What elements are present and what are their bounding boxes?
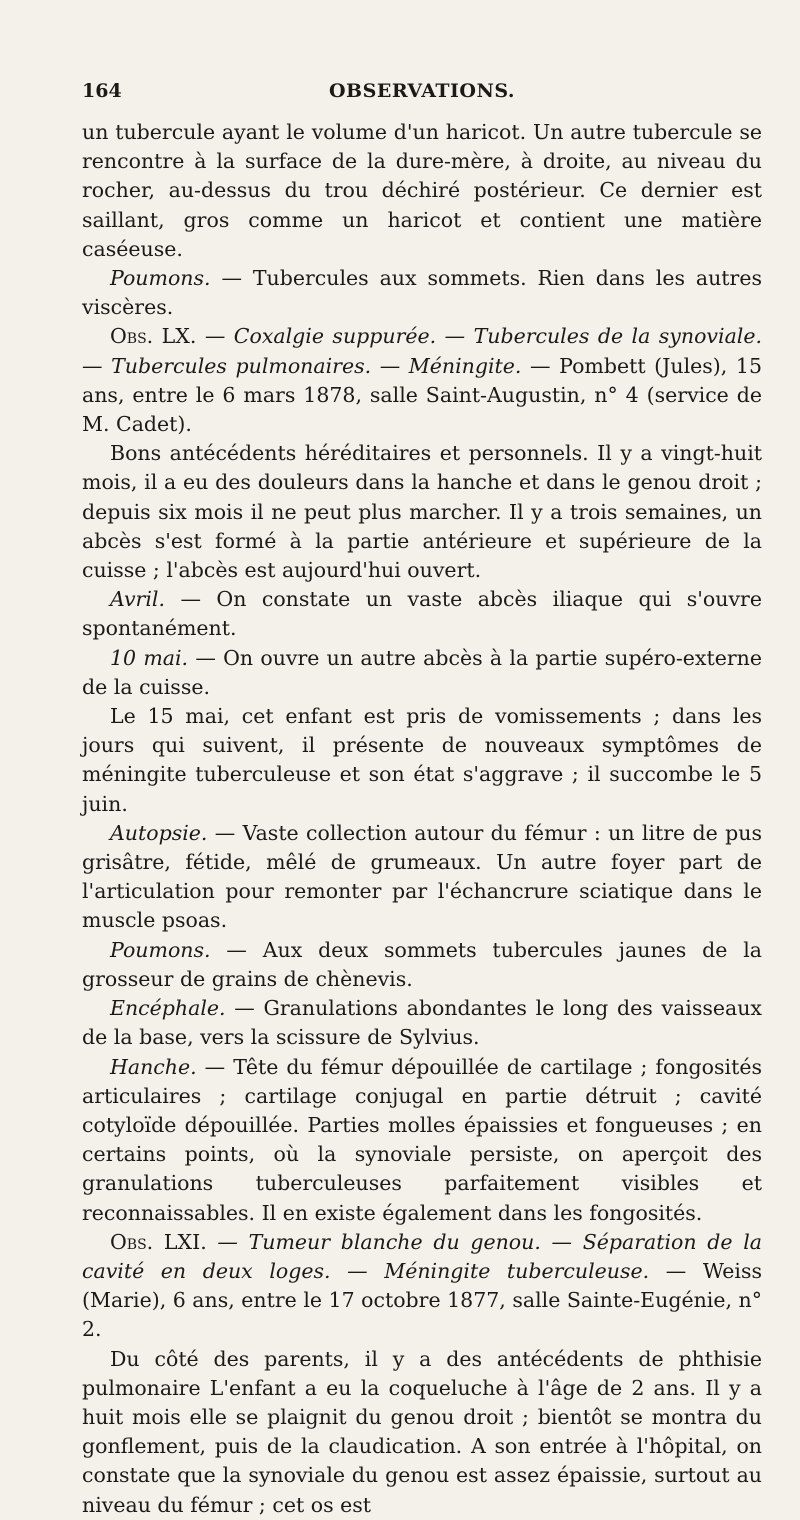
section-lead: 10 mai. [110, 645, 189, 670]
section-lead: Encéphale. [110, 996, 226, 1021]
paragraph-15-mai [82, 702, 762, 819]
observation-title: — Coxalgie suppurée. — Tubercules de la synoviale. — Tubercules pulmonaires. — Méningite. [82, 324, 762, 378]
paragraph-text: Bons antécédents héréditaires et personnels. Il y a vingt-huit mois, il a eu des douleurs dans la hanche et dans le genou droit ; depuis six mois il ne peut plus marcher. Il y a trois semaines, un abcès s'est formé à la partie antérieure et supérieure de la cuisse ; l'abcès est aujourd'hui ouvert. [82, 441, 762, 583]
observation-title: — Tumeur blanche du genou. — Séparation de la cavité en deux loges. — Méningite tuberculeuse. [82, 1229, 762, 1283]
paragraph-parents [82, 1345, 762, 1520]
page-body [82, 118, 762, 1520]
observation-heading-lx [82, 322, 762, 439]
paragraph-poumons-2 [82, 936, 762, 994]
paragraph-text: Du côté des parents, il y a des antécédents de phthisie pulmonaire L'enfant a eu la coqueluche à l'âge de 2 ans. Il y a huit mois elle se plaignit du genou droit ; bientôt se montra du gonflement, puis de la claudication. A son entrée à l'hôpital, on constate que la synoviale du genou est assez épaissie, surtout au niveau du fémur ; cet os est [82, 1346, 762, 1517]
page-header [82, 80, 762, 106]
paragraph-text: — Weiss (Marie), 6 ans, entre le 17 octobre 1877, salle Sainte-Eugénie, n° 2. [82, 1258, 762, 1342]
paragraph-text: — Vaste collection autour du fémur : un litre de pus grisâtre, fétide, mêlé de grumeaux. Un autre foyer part de l'articulation pour remonter par l'échancrure sciatique dans le muscle psoas. [82, 820, 762, 933]
paragraph-hanche [82, 1053, 762, 1228]
paragraph-encephale [82, 994, 762, 1052]
paragraph-text: — Tubercules aux sommets. Rien dans les autres viscères. [82, 266, 762, 320]
paragraph-text: — Aux deux sommets tubercules jaunes de la grosseur de grains de chènevis. [82, 937, 762, 991]
paragraph-text: — Pombett (Jules), 15 ans, entre le 6 mars 1878, salle Saint-Augustin, n° 4 (service de M. Cadet). [82, 353, 762, 437]
section-lead: Poumons. [110, 266, 211, 291]
observation-number: Obs. LXI. [110, 1229, 207, 1254]
paragraph-text: — Granulations abondantes le long des vaisseaux de la base, vers la scissure de Sylvius. [82, 996, 762, 1050]
page-number: 164 [82, 80, 122, 102]
section-lead: Hanche. [110, 1054, 197, 1079]
paragraph-text: — On constate un vaste abcès iliaque qui s'ouvre spontanément. [82, 587, 762, 641]
running-title: OBSERVATIONS. [329, 80, 515, 102]
paragraph-avril [82, 585, 762, 643]
paragraph-10-mai [82, 644, 762, 702]
section-lead: Poumons. [110, 937, 211, 962]
section-lead: Autopsie. [110, 820, 208, 845]
paragraph-antecedents [82, 439, 762, 585]
observation-number: Obs. LX. [110, 324, 197, 349]
paragraph-continuation [82, 118, 762, 264]
section-lead: Avril. [110, 587, 165, 612]
paragraph-autopsie [82, 819, 762, 936]
paragraph-text: Le 15 mai, cet enfant est pris de vomissements ; dans les jours qui suivent, il présente de nouveaux symptômes de méningite tuberculeuse et son état s'aggrave ; il succombe le 5 juin. [82, 704, 762, 816]
paragraph-text: — Tête du fémur dépouillée de cartilage ; fongosités articulaires ; cartilage conjugal en partie détruit ; cavité cotyloïde dépouillée. Parties molles épaissies et fongueuses ; en certains points, où la synoviale persiste, on aperçoit des granulations tuberculeuses parfaitement visibles et reconnaissables. Il en existe également dans les fongosités. [82, 1054, 762, 1225]
paragraph-poumons-1 [82, 264, 762, 322]
paragraph-text: — On ouvre un autre abcès à la partie supéro-externe de la cuisse. [82, 645, 762, 699]
observation-heading-lxi [82, 1228, 762, 1345]
paragraph-text: un tubercule ayant le volume d'un haricot. Un autre tubercule se rencontre à la surface de la dure-mère, à droite, au niveau du rocher, au-dessus du trou déchiré postérieur. Ce dernier est saillant, gros comme un haricot et contient une matière caséeuse. [82, 120, 762, 261]
